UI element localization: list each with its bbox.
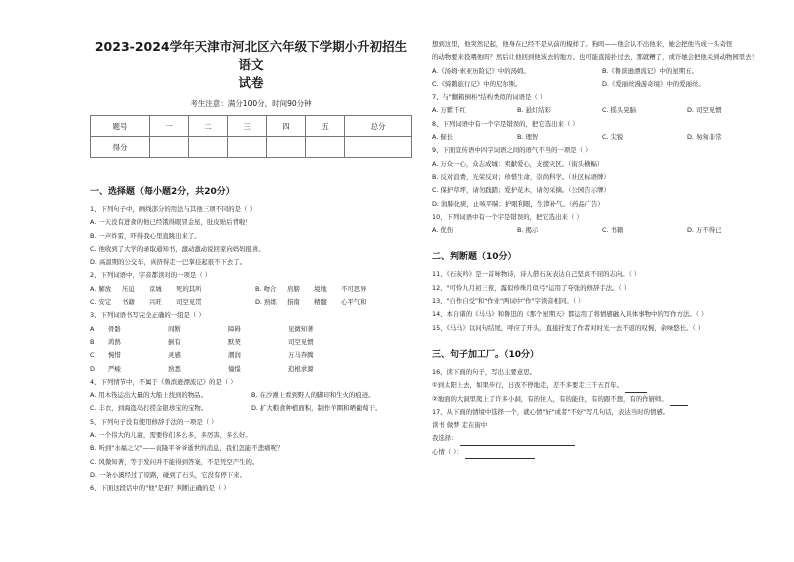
question-4-row-2 [90, 402, 412, 415]
word-choices: 读书 做梦 走在街中 [432, 421, 488, 430]
answer-blank[interactable] [670, 397, 688, 406]
option[interactable]: B. 悬灯结彩 [517, 106, 552, 115]
option-word: 司空见惯 [288, 337, 314, 346]
exam-title [90, 38, 412, 92]
question-8-stem: 8、下列词语中有一个字是错误的，把它选出来（ ） [432, 119, 579, 128]
option[interactable]: C. 他收到了大学的录取通知书，激动激动说回家向妈妈报喜。 [90, 244, 265, 253]
option[interactable]: D. 匆匆非常 [687, 133, 722, 142]
option-word: 灵感 [168, 351, 181, 360]
option-word: 京城 [149, 284, 162, 293]
option-word: 不可思异 [341, 284, 367, 293]
option-word: 精髓 [314, 298, 327, 307]
option-word: 万马奔腾 [288, 351, 314, 360]
judge-question[interactable]: 11、《石灰吟》是一首咏物诗，诗人借石灰表达自己坚贞不屈的志向。（ ） [432, 270, 641, 279]
option[interactable]: A. 优伤 [432, 226, 454, 235]
option[interactable]: A. 倔长 [432, 133, 454, 142]
option[interactable]: C. 保护草坪，请勿践踏；爱护花木，请勿采摘。（公园告示牌） [432, 186, 610, 195]
option[interactable]: B. 吻合 [255, 284, 277, 293]
option-letter: C [90, 351, 95, 360]
title-line-1: 2023-2024学年天津市河北区六年级下学期小升初招生语文 [94, 39, 408, 72]
option-word: 境地 [314, 284, 327, 293]
question-10-stem: 10、下列词语中有一个字是错误的，把它选出来（ ） [432, 212, 583, 221]
score-input-cell[interactable] [189, 137, 228, 158]
option[interactable]: A. 一天没有进食的他已经饿得眼冒金星，肚皮贴后背啦！ [90, 218, 252, 227]
option-letter: B [90, 337, 95, 346]
option-word: 倒有 [168, 337, 181, 346]
question-16-sentence-2 [432, 393, 772, 406]
question-1-stem: 1、下列句子中，画线部分的用法与其他三项不同的是（ ） [90, 205, 256, 213]
question-2-stem: 2、下列词语中，字音都读对的一项是（ ） [90, 271, 212, 280]
exam-notice: 考生注意：满分100分，时间90分钟 [190, 99, 312, 108]
option[interactable]: B.《鲁滨逊漂流记》中的星期五。 [602, 66, 698, 75]
option-word: 默契 [228, 337, 241, 346]
sentence-text: ②地面的大洞里爬上了许多小洞，有的住人，有的能住，有的跟不想，有的作厨师。 [432, 394, 668, 403]
question-6-row-1 [432, 65, 772, 78]
question-16-sentence-1 [432, 379, 772, 392]
option[interactable]: C. 摇头晃脑 [602, 106, 637, 115]
mood-blank[interactable] [465, 450, 535, 459]
option-word: 惋惜 [108, 351, 121, 360]
option[interactable]: B. 理智 [517, 133, 539, 142]
option-word: 鸿鹄 [108, 337, 121, 346]
option-word: 司空见贯 [176, 298, 202, 307]
section-2-title: 二、判断题（10分） [432, 252, 517, 263]
question-5-stem: 5、下列句子没有使用修辞手法的一项是（ ） [90, 417, 218, 426]
option[interactable]: D. 熟练 [255, 298, 277, 307]
option[interactable]: D. 高温期的公交车，真挤得走一巴掌挂起很不下去了。 [90, 258, 246, 267]
option[interactable]: D. 万不得已 [687, 226, 722, 235]
option[interactable]: B. 揭示 [517, 226, 539, 235]
section-1-title: 一、选择题（每小题2分，共20分） [90, 187, 235, 197]
option[interactable]: B. 听到"水福之父"——袁隆平爷爷逝世的消息，我们怎能不悲痛呢？ [90, 444, 284, 453]
judge-question[interactable]: 12、"可怜九月初三夜，露似珍珠月似弓"运用了夸张的修辞手法。（ ） [432, 283, 631, 292]
option[interactable]: D. 扩大粮食种植面积，制作羊圈和晒葡萄干。 [251, 404, 382, 413]
choose-label: 我选择： [432, 434, 458, 443]
score-cell: 题号 [91, 116, 150, 137]
choose-blank[interactable] [460, 437, 575, 446]
option-letter: D [90, 364, 95, 373]
question-16-stem: 16、读下面的句子，写出主要意思。 [432, 367, 536, 376]
question-4-row-1 [90, 389, 412, 402]
option-word: 肩膀 [287, 284, 300, 293]
section-3-title: 三、句子加工厂。（10分） [432, 349, 540, 360]
option[interactable]: A. 一个伟大的儿童，需要你们多么多，多厉害，多么好。 [90, 431, 252, 440]
option[interactable]: B. 一声炸雷，吓得我心里直跳出来了。 [90, 231, 201, 240]
option[interactable]: A. 万众一心，众志成城：卖献爱心，支援灾区。（街头横幅） [432, 159, 604, 168]
question-6-stem: 6、下面这段话中的"他"是谁？判断正确的是（ ） [90, 484, 230, 493]
option-word: 兴旺 [149, 298, 162, 307]
option-letter: A [90, 324, 95, 333]
option-word: 障碍 [228, 324, 241, 333]
mood-line [432, 446, 772, 459]
option[interactable]: C. 安定 [90, 298, 112, 307]
right-column [432, 38, 772, 459]
score-cell: 一 [150, 116, 189, 137]
option[interactable]: A. 解放 [90, 284, 112, 293]
option[interactable]: C. 风微知著，等于发问并不能得到答案，不是凭空产生的。 [90, 457, 259, 466]
score-input-cell[interactable] [306, 137, 345, 158]
option-word: 潮润 [228, 351, 241, 360]
question-4-stem: 4、下列情节中，不属于《鲁滨逊漂流记》的是（ ） [90, 377, 237, 386]
option-word: 死的其所 [176, 284, 202, 293]
passage-line: 的动物要来投喂他吗？然后让他回到他该去的地方。也可能直接扑过去，那就糟了，或许她会把他关到动物园里去！ [432, 53, 758, 62]
score-cell: 三 [228, 116, 267, 137]
left-column [90, 38, 412, 496]
option[interactable]: C. 丰衣，到海盗岛打捞金银珍宝的宝物。 [90, 404, 208, 413]
option[interactable]: D. 润肺化痰，止咳平喘；护眼利眼，生津补气。（药品广告） [432, 199, 604, 208]
score-cell: 四 [267, 116, 306, 137]
mood-label: 心情（ ）： [432, 447, 463, 456]
score-input-cell[interactable] [345, 137, 412, 158]
option[interactable]: B. 反对浪费，光荣反对；珍惜生命，崇尚科学。（社区标语牌） [432, 172, 610, 181]
question-3-row[interactable] [90, 349, 412, 362]
option-word: 严峻 [108, 364, 121, 373]
judge-question[interactable]: 14、本自诸的《马马》和鲁迅的《那个星期天》都运用了将情感融入具体事物中的写作方法。（ ） [432, 310, 708, 319]
option[interactable]: C.《骑鹅旅行记》中的尼尔斯。 [432, 79, 522, 88]
option[interactable]: C. 书籍 [602, 226, 624, 235]
option[interactable]: D.《爱丽丝漫游奇境》中的爱丽丝。 [602, 79, 705, 88]
option-word: 压迫 [122, 284, 135, 293]
score-input-cell[interactable] [228, 137, 267, 158]
option[interactable]: A.《汤姆·索亚历险记》中的汤姆。 [432, 66, 530, 75]
question-2-row-2 [90, 296, 412, 309]
passage-line: 想到这里，他突然记起，他身在已经不是从前的模样了。狗吗——他会认不出他来，她会把他当成一头奇怪 [432, 40, 733, 48]
score-input-cell[interactable] [150, 137, 189, 158]
option-word: 熟悉 [168, 364, 181, 373]
option-word: 见微知著 [288, 324, 314, 333]
answer-blank[interactable] [625, 384, 647, 393]
option-word: 书籍 [122, 298, 135, 307]
sentence-text: ①到太阳上去，如果步行，日夜不停地走，差不多要走三千五百年。 [432, 381, 624, 390]
judge-question[interactable]: 15、《马马》以问句结尾，呼应了开头，直接抒发了作者对时光一去不返的叹惋，余味悠长。（ ） [432, 323, 705, 332]
score-cell: 五 [306, 116, 345, 137]
score-table [90, 115, 412, 158]
choose-line [432, 432, 772, 445]
question-3-stem: 3、下列词语书写完全正确的一组是（ ） [90, 311, 205, 320]
score-cell: 得分 [91, 137, 150, 158]
option-word: 指南 [287, 298, 300, 307]
question-3-row[interactable] [90, 323, 412, 336]
question-2-row-1 [90, 283, 412, 296]
score-input-cell[interactable] [267, 137, 306, 158]
question-7-stem: 7、与"翻箱倒柜"结构类似的词语是（ ） [432, 93, 547, 102]
option-word: 心平气和 [341, 298, 367, 307]
question-3-row[interactable] [90, 336, 412, 349]
option[interactable]: D. 司空见惯 [687, 106, 722, 115]
option-word: 憧憬 [228, 364, 241, 373]
option[interactable]: A. 万紫千红 [432, 106, 466, 115]
option-word: 间断 [168, 324, 181, 333]
score-table-header-row [91, 116, 412, 137]
question-10-options [432, 224, 772, 237]
question-7-options [432, 104, 772, 117]
score-cell: 二 [189, 116, 228, 137]
question-9-stem: 9、下面宣传语中四字词语之间的语气不当的一项是（ ） [432, 146, 592, 155]
option-word: 追根求源 [288, 364, 314, 373]
option[interactable]: D. 一条小溪经过了原路，碰到了石头，它没有停下来。 [90, 470, 246, 479]
option[interactable]: A. 用木筏运出大量的大船上找到的物品。 [90, 391, 207, 400]
score-cell: 总分 [345, 116, 412, 137]
score-table-score-row [91, 137, 412, 158]
option[interactable]: C. 尖锐 [602, 133, 624, 142]
question-17-stem: 17、从下面的情境中选择一个，就心情"好"或者"不好"写几句话，表达当时的情感。 [432, 407, 670, 416]
option[interactable]: B. 在沙滩上看到野人的脚印和生火的痕迹。 [251, 391, 375, 400]
question-8-options [432, 131, 772, 144]
question-6-row-2 [432, 78, 772, 91]
title-line-2: 试卷 [238, 75, 264, 90]
question-3-row[interactable] [90, 363, 412, 376]
option-word: 骨骼 [108, 324, 121, 333]
judge-question[interactable]: 13、"自作自受"和"作业"两词中"作"字读音相同。（ ） [432, 297, 585, 306]
